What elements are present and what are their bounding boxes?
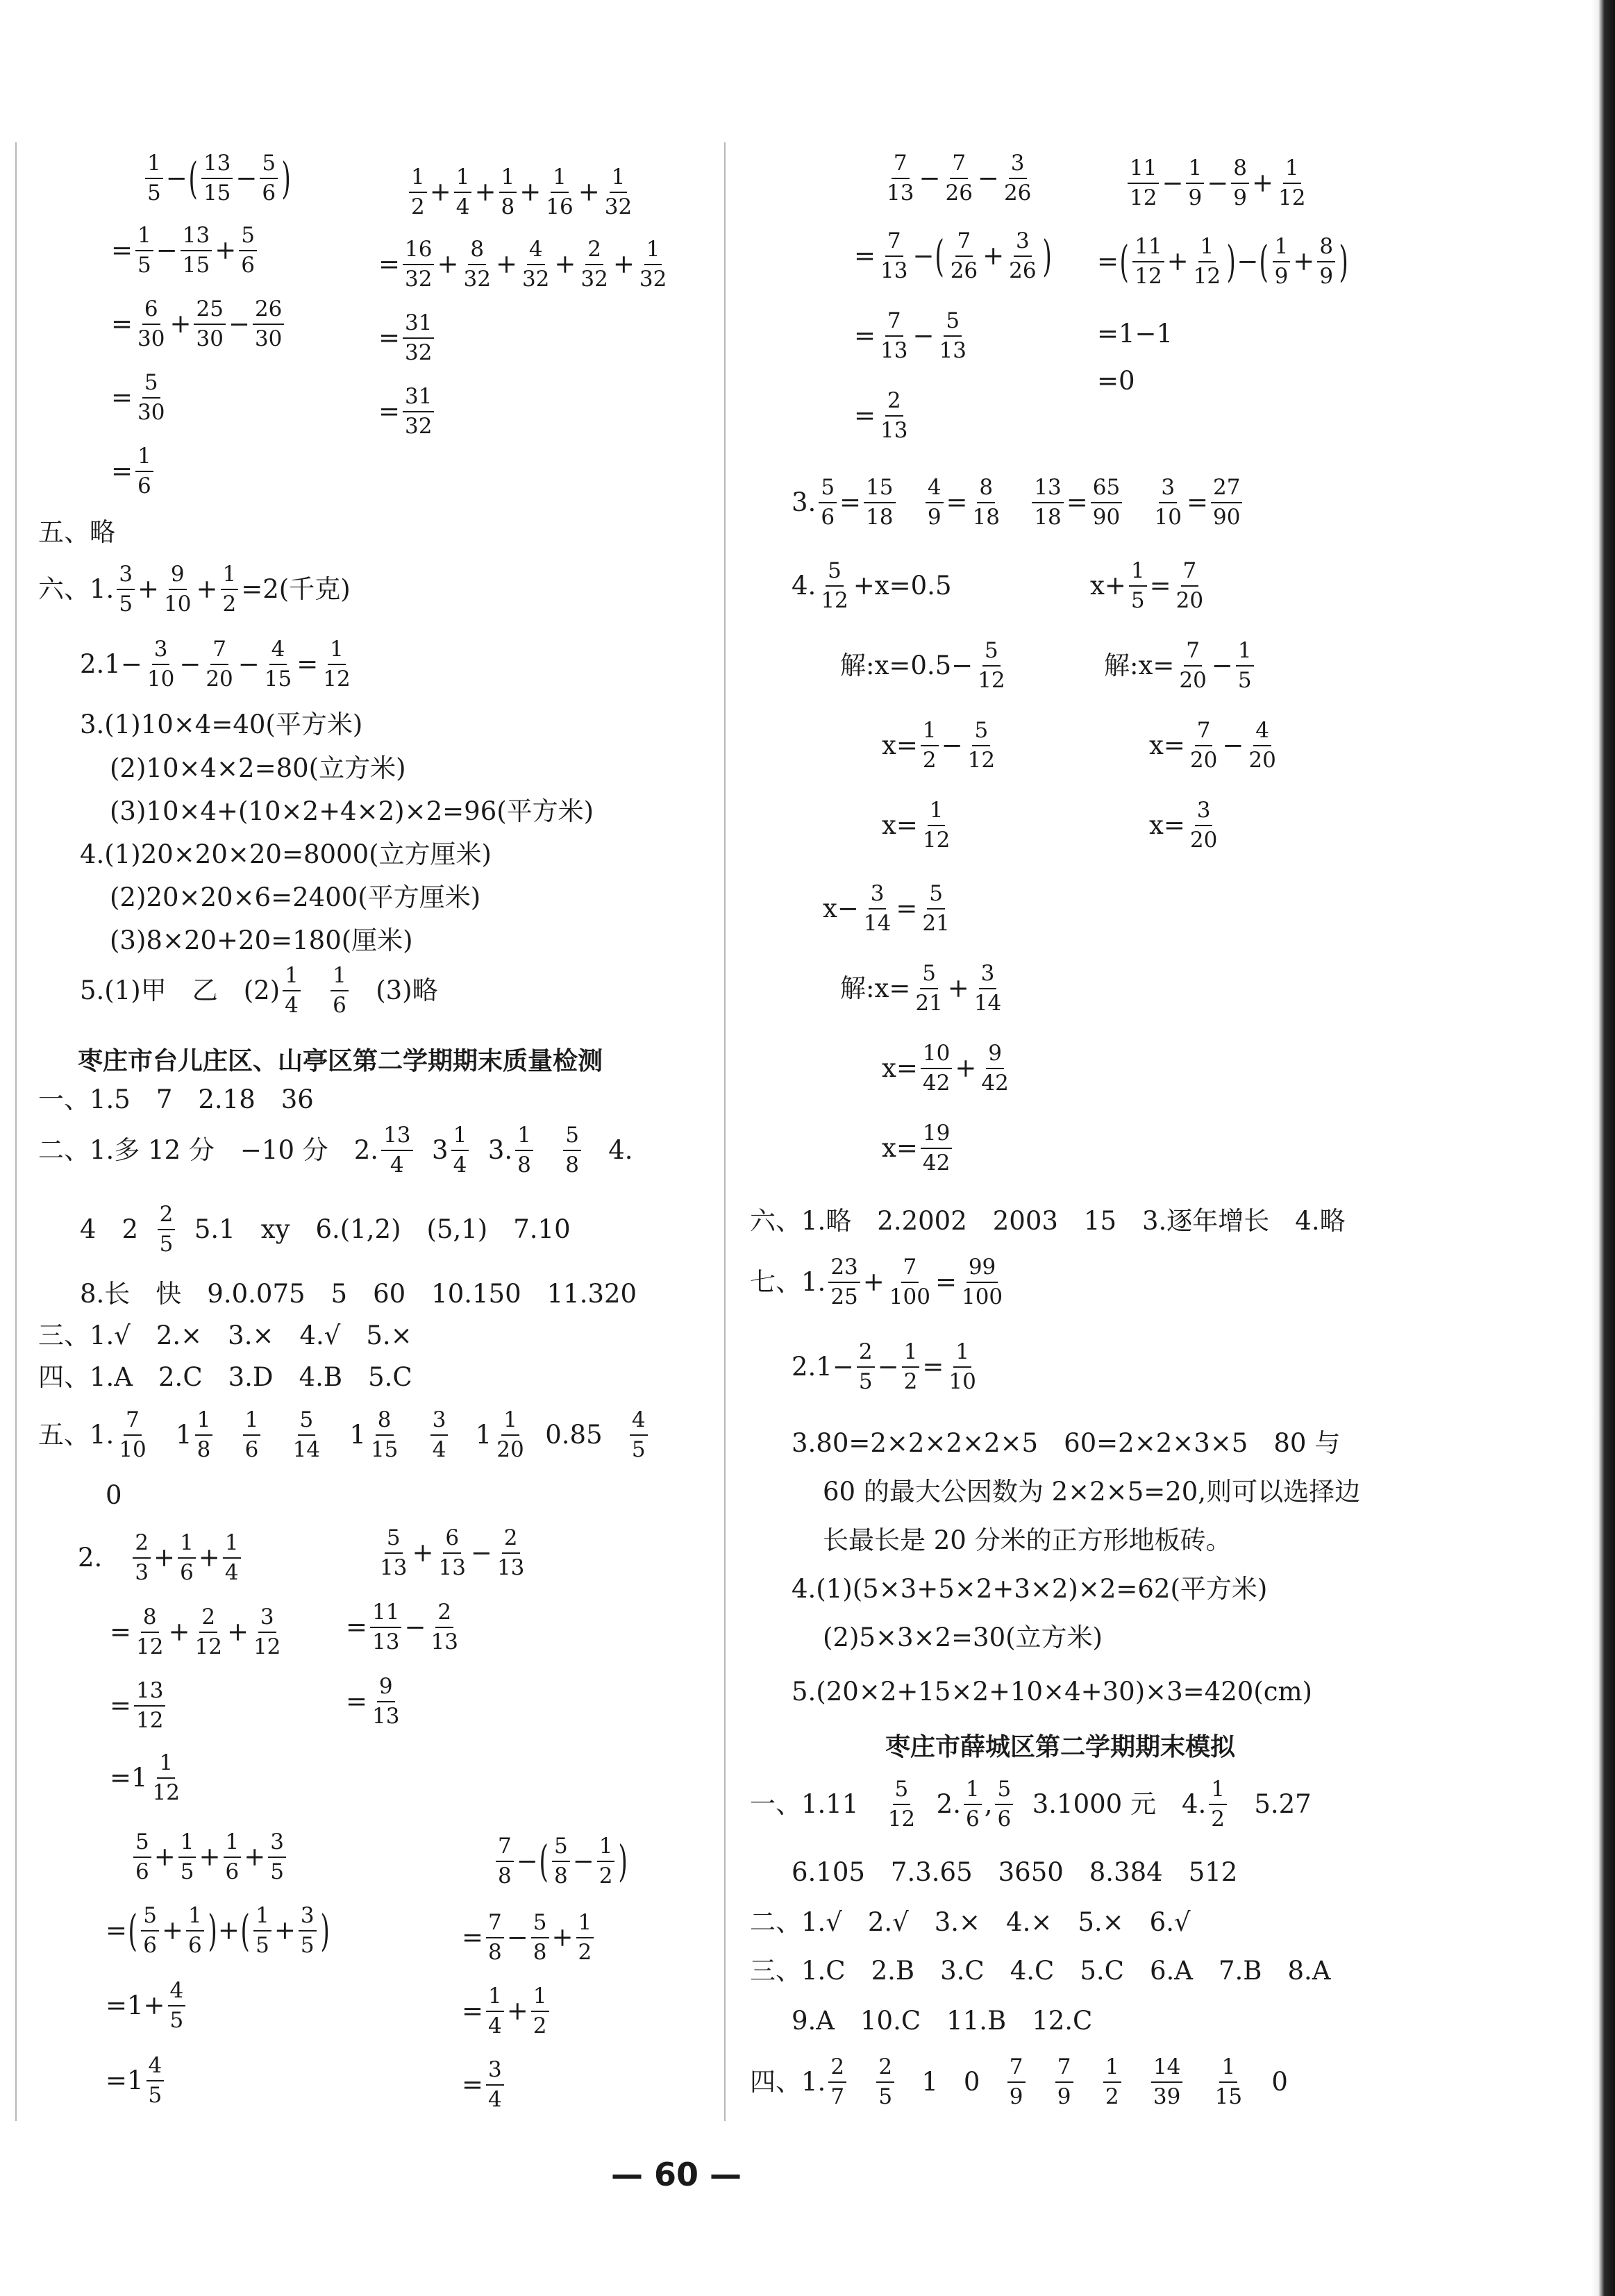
calc-line: = 16 32 + 8 32 + 4 32 + 2 32 + 1 32 xyxy=(378,237,667,292)
answer-label: x= xyxy=(882,1133,918,1164)
answer-label: 一、1.11 xyxy=(750,1789,859,1820)
calc-line: = 1 4 + 1 2 xyxy=(462,1984,552,2038)
calc-line: =1−1 xyxy=(1097,319,1173,349)
calc-line: = 7 13 − ( 7 26 + 3 26 ) xyxy=(854,228,1052,283)
answer-label: 2.1− xyxy=(80,649,142,680)
calc-line: = 6 30 + 25 30 − 26 30 xyxy=(111,297,287,351)
answer-line: 三、1.√ 2.× 3.× 4.√ 5.× xyxy=(38,1321,412,1350)
calc-line: 7 13 − 7 26 − 3 26 xyxy=(887,151,1032,206)
answer-label: x= xyxy=(1149,730,1185,761)
answer-label: 六、1. xyxy=(38,574,115,605)
calc-line: = ( 5 6 + 1 6 ) + ( 1 5 + 3 5 ) xyxy=(106,1903,330,1958)
answer-line: 4.(1)(5×3+5×2+3×2)×2=62(平方米) xyxy=(792,1574,1268,1604)
scan-edge-shadow xyxy=(1591,0,1615,2296)
answer-line: 2.1− $\frac{2}{5}$ − 1 2 = 1 10 xyxy=(792,1339,976,1394)
answer-line: (2)20×20×6=2400(平方厘米) xyxy=(110,882,481,912)
calc-line: = 11 13 − 2 13 xyxy=(346,1600,458,1654)
page-number-value: 60 xyxy=(654,2156,699,2193)
answer-line: x= $\frac{3}{20}$ xyxy=(1149,798,1218,853)
calc-line: =1+ 4 5 xyxy=(106,1979,188,2032)
calc-line: = 5 30 xyxy=(111,370,165,425)
answer-line: 8.长 快 9.0.075 5 60 10.150 11.320 xyxy=(80,1279,637,1309)
calc-line: = 1 6 xyxy=(111,444,156,498)
answer-line: 4 2 2 5 5.1 xy 6.(1,2) (5,1) 7.10 xyxy=(80,1202,571,1257)
answer-label: 4. xyxy=(792,571,817,601)
answer-line: 解:x= $\frac{5}{21}$ + 3 14 xyxy=(840,961,1002,1016)
answer-label: x= xyxy=(882,730,918,761)
answer-line: 二、1.多 12 分 −10 分 2. 13 4 3 1 4 3. 1 8 5 8 4. xyxy=(38,1123,633,1178)
answer-line: 6.105 7.3.65 3650 8.384 512 xyxy=(792,1857,1238,1887)
answer-line: 二、1.√ 2.√ 3.× 4.× 5.× 6.√ xyxy=(750,1907,1191,1937)
column-divider-middle xyxy=(724,142,726,2121)
answer-line: 三、1.C 2.B 3.C 4.C 5.C 6.A 7.B 8.A xyxy=(750,1956,1331,1986)
calc-line: =1 4 5 xyxy=(106,2054,167,2107)
calc-line: = 7 13 − 5 13 xyxy=(854,308,967,363)
answer-line: x + 1 5 = 7 20 xyxy=(1090,558,1204,613)
calc-line: = 31 32 xyxy=(378,385,437,438)
page-number: — 60 — xyxy=(611,2156,742,2193)
calc-line: = 3 4 xyxy=(462,2058,507,2111)
answer-label: x= xyxy=(882,1053,918,1084)
answer-label: 四、1. xyxy=(750,2067,826,2097)
calc-line: = 9 13 xyxy=(346,1674,400,1729)
answer-line: x= $\frac{1}{2}$ − 5 12 xyxy=(882,718,996,773)
answer-text: 0.85 xyxy=(545,1420,603,1450)
calc-line: = 2 13 xyxy=(854,388,908,443)
answer-label: 2. xyxy=(936,1789,961,1820)
answer-text: =2(千克) xyxy=(241,574,351,605)
answer-text: 1 0 xyxy=(921,2067,980,2097)
answer-line: (3)10×4+(10×2+4×2)×2=96(平方米) xyxy=(110,796,594,826)
answer-line: x= $\frac{10}{42}$ + 9 42 xyxy=(882,1041,1009,1096)
calc-line: =1 1 12 xyxy=(110,1750,180,1805)
calc-line: 5 13 + 6 13 − 2 13 xyxy=(380,1525,525,1580)
answer-label: x= xyxy=(1149,810,1185,841)
calc-line: 7 8 − ( 5 8 − 1 2 ) xyxy=(493,1834,629,1888)
answer-line: 四、1. 2 7 2 5 1 0 7 9 7 9 1 2 14 39 1 15 0 xyxy=(750,2054,1288,2109)
answer-line: 60 的最大公因数为 2×2×5=20,则可以选择边 xyxy=(823,1477,1361,1507)
answer-line: 五、略 xyxy=(38,517,115,547)
calc-line: = 8 12 + 2 12 + 3 12 xyxy=(110,1604,281,1659)
calc-line: = 7 8 − 5 8 + 1 2 xyxy=(462,1911,596,1964)
answer-label: 2.1− xyxy=(792,1352,854,1382)
calc-line: 1 2 + 1 4 + 1 8 + 1 16 + 1 32 xyxy=(406,165,637,219)
answer-line: 2.1− $\frac{3}{10}$ − 7 20 − 4 15 = 1 12 xyxy=(80,637,351,692)
answer-line: 4.(1)20×20×20=8000(立方厘米) xyxy=(80,839,492,869)
calc-line: = 1 5 − 13 15 + 5 6 xyxy=(111,224,260,277)
calc-line: =0 xyxy=(1097,366,1135,396)
calc-line: = 31 32 xyxy=(378,311,437,364)
answer-label: 3. xyxy=(792,487,817,518)
section-heading: 枣庄市薛城区第二学期期末模拟 xyxy=(885,1733,1236,1761)
answer-line: 4. 5 12 +x=0.5 xyxy=(792,558,952,613)
answer-label: 解:x=0.5− xyxy=(840,651,973,681)
answer-line: (2)5×3×2=30(立方米) xyxy=(823,1623,1103,1652)
answer-label: 2. xyxy=(78,1543,103,1573)
answer-label: 五、1. xyxy=(38,1420,115,1450)
answer-text: 5.27 xyxy=(1254,1789,1312,1820)
answer-line: 0 xyxy=(106,1480,122,1510)
answer-text: +x=0.5 xyxy=(853,571,952,601)
calc-line: 1 5 − ( 13 15 − 5 6 ) xyxy=(142,151,292,205)
calc-line: 5 6 + 1 5 + 1 6 + 3 5 xyxy=(131,1830,289,1884)
answer-line: 六、1. 3 5 + 9 10 + $\frac{1}{2}$ =2(千克) xyxy=(38,562,351,617)
answer-line: 四、1.A 2.C 3.D 4.B 5.C xyxy=(38,1362,412,1392)
column-divider-left xyxy=(15,142,17,2121)
calc-line: = ( 11 12 + 1 12 ) − ( 1 9 + 8 9 ) xyxy=(1097,234,1348,289)
answer-line: 3. 5 6 = 15 18 4 9 = 8 18 13 18 = 65 90 3 10 = 27 90 xyxy=(792,476,1245,529)
answer-label: 二、1.多 12 分 −10 分 2. xyxy=(38,1135,379,1166)
answer-line: 3.(1)10×4=40(平方米) xyxy=(80,710,363,739)
var-x: x xyxy=(1090,571,1105,601)
answer-text: 5.1 xy 6.(1,2) (5,1) 7.10 xyxy=(194,1214,571,1245)
answer-line: x= $\frac{7}{20}$ − 4 20 xyxy=(1149,718,1276,773)
answer-line: x − 3 14 = 5 21 xyxy=(823,881,950,936)
answer-line: 解:x=0.5− $\frac{5}{12}$ xyxy=(840,638,1005,693)
answer-label: 4. xyxy=(608,1135,633,1166)
answer-text: 0 xyxy=(1271,2067,1288,2097)
answer-line: x= $\frac{1}{12}$ xyxy=(882,798,951,853)
answer-line: 五、1. 7 10 1 1 8 1 6 5 14 1 8 15 3 4 1 1 20 0.85 4 5 xyxy=(38,1408,651,1461)
answer-line: 一、1.11 5 12 2. 1 6 , 5 6 3.1000 元 4. 1 2 5.27 xyxy=(750,1777,1312,1832)
answer-line: 5.(20×2+15×2+10×4+30)×3=420(cm) xyxy=(792,1677,1312,1707)
answer-text: 4 2 xyxy=(80,1214,139,1245)
answer-label: 5.(1)甲 乙 (2) xyxy=(80,975,281,1006)
answer-line: 解:x= $\frac{7}{20}$ − 1 5 xyxy=(1104,639,1257,692)
answer-line: 六、1.略 2.2002 2003 15 3.逐年增长 4.略 xyxy=(750,1206,1346,1236)
answer-text: (3)略 xyxy=(376,975,438,1006)
answer-line: 七、1. 23 25 + 7 100 = 99 100 xyxy=(750,1255,1003,1309)
answer-line: 长最长是 20 分米的正方形地板砖。 xyxy=(823,1525,1232,1555)
answer-line: 3.80=2×2×2×2×5 60=2×2×3×5 80 与 xyxy=(792,1428,1341,1458)
answer-label: 解:x= xyxy=(840,973,911,1004)
answer-text: 3.1000 元 4. xyxy=(1032,1789,1207,1820)
section-heading: 枣庄市台儿庄区、山亭区第二学期期末质量检测 xyxy=(78,1047,603,1075)
answer-line: 一、1.5 7 2.18 36 xyxy=(38,1084,314,1114)
calc-line: = 13 12 xyxy=(110,1679,168,1732)
var-x: x xyxy=(823,894,837,924)
answer-label: 解:x= xyxy=(1104,651,1175,681)
answer-line: (2)10×4×2=80(立方米) xyxy=(110,753,406,783)
answer-line: (3)8×20+20=180(厘米) xyxy=(110,925,413,955)
calc-line: 2. 2 3 + 1 6 + 1 4 xyxy=(78,1531,244,1584)
answer-label: 3. xyxy=(487,1135,513,1166)
answer-label: 七、1. xyxy=(750,1267,826,1298)
answer-line: x= $\frac{19}{42}$ xyxy=(882,1121,955,1175)
answer-line: 9.A 10.C 11.B 12.C xyxy=(792,2006,1093,2036)
answer-label: x= xyxy=(882,810,918,841)
answer-line: 5.(1)甲 乙 (2) 1 4 1 6 (3)略 xyxy=(80,963,438,1018)
calc-line: 11 12 − 1 9 − 8 9 + 1 12 xyxy=(1125,156,1310,210)
